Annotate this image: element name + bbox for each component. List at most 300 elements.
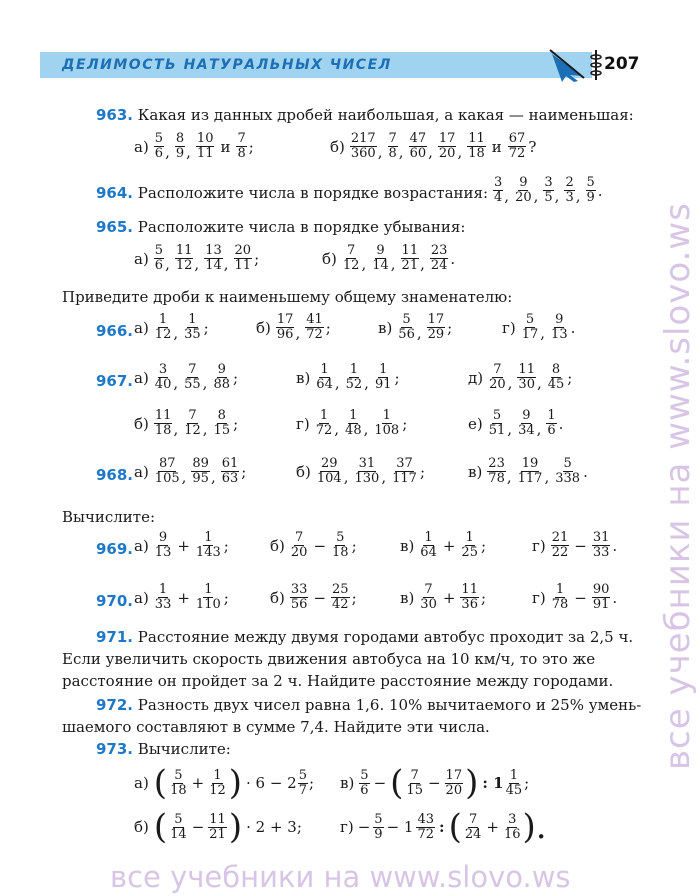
denominator: 12: [154, 327, 172, 342]
comma: ,: [504, 187, 510, 205]
fraction: [551, 531, 570, 560]
problem-973-v: [340, 763, 530, 803]
numerator: 5: [492, 408, 502, 423]
numerator: 5: [174, 811, 183, 827]
item-end: ;: [233, 414, 239, 433]
numerator: 1: [379, 362, 388, 377]
problem-970-g: [532, 583, 617, 612]
denominator: 36: [461, 597, 478, 612]
fraction: [195, 583, 222, 612]
close-paren: ): [228, 763, 242, 803]
numerator: 5: [174, 767, 183, 783]
item-label: а): [134, 368, 149, 387]
comma: ,: [554, 187, 560, 205]
numerator: 9: [522, 408, 531, 423]
problem-970-number: [96, 592, 133, 610]
numerator: 3: [158, 362, 168, 377]
fraction: [169, 769, 188, 798]
fraction: [183, 363, 202, 392]
comma: ,: [363, 420, 369, 438]
numerator: 1: [204, 582, 213, 597]
comma: ,: [364, 374, 369, 392]
denominator: 117: [517, 471, 543, 486]
fraction: [195, 531, 222, 560]
numerator: 67: [508, 131, 526, 146]
comma: ,: [202, 374, 208, 392]
item-end: ;: [351, 536, 357, 555]
denominator: 20: [438, 146, 456, 161]
fraction: [409, 132, 428, 161]
item-end: ;: [325, 318, 331, 337]
denominator: 20: [290, 545, 308, 560]
denominator: 110: [195, 597, 221, 612]
fraction: [315, 409, 334, 438]
denominator: 9: [586, 190, 595, 205]
fraction: [290, 583, 309, 612]
numerator: 1: [188, 312, 197, 327]
fraction: [493, 176, 503, 205]
numerator: 20: [234, 243, 252, 258]
item-end: ;: [203, 318, 209, 337]
denominator: 18: [332, 545, 349, 560]
fraction: [212, 363, 231, 392]
problem-969-v: [400, 531, 486, 560]
item-end: ;: [567, 368, 573, 387]
denominator: 63: [221, 471, 239, 486]
numerator: 43: [417, 811, 435, 827]
denominator: 130: [354, 471, 380, 486]
denominator: 25: [461, 545, 478, 560]
fraction: [373, 813, 383, 842]
fraction: [213, 409, 232, 438]
numerator: 1: [158, 312, 168, 327]
problem-text: Расположите числа в порядке возрастания:: [137, 184, 489, 202]
numerator: 1: [319, 408, 329, 423]
numerator: 23: [430, 243, 448, 258]
denominator: 14: [170, 826, 187, 842]
denominator: 360: [350, 146, 376, 161]
comma: ,: [173, 420, 179, 438]
comma: ,: [210, 468, 216, 486]
comma: ,: [334, 374, 340, 392]
operator: +: [442, 588, 456, 607]
denominator: 108: [374, 423, 400, 438]
running-header: [0, 48, 700, 84]
numerator: 31: [358, 456, 376, 471]
operator: − 1: [386, 818, 414, 836]
fraction: [543, 176, 553, 205]
denominator: 42: [332, 597, 349, 612]
denominator: 64: [420, 545, 437, 560]
denominator: 18: [170, 782, 187, 798]
problem-965-statement: [96, 218, 465, 236]
fraction: [208, 813, 227, 842]
denominator: 12: [342, 258, 360, 273]
denominator: 11: [196, 146, 214, 161]
numerator: 5: [298, 767, 308, 783]
fraction: [183, 313, 202, 342]
fraction: [208, 769, 227, 798]
problem-967-number: [96, 372, 133, 390]
problem-963-a: [134, 132, 254, 161]
item-label: а): [134, 774, 149, 792]
denominator: 21: [401, 258, 419, 273]
item-label: е): [468, 414, 483, 433]
fraction: [464, 813, 483, 842]
fraction: [234, 244, 253, 273]
mixed-fraction-part: [505, 769, 524, 798]
division-sign: :: [439, 818, 445, 836]
numerator: 3: [494, 175, 503, 190]
comma: ,: [343, 468, 349, 486]
fraction: [359, 769, 369, 798]
expression-tail: · 6 − 2: [246, 774, 297, 792]
comma: ,: [194, 255, 200, 273]
numerator: 11: [461, 582, 478, 597]
mixed-fraction-part: [416, 813, 435, 842]
fraction: [175, 132, 185, 161]
denominator: 91: [592, 597, 610, 612]
fraction: [592, 531, 611, 560]
fraction: [427, 313, 446, 342]
fraction: [221, 457, 240, 486]
numerator: 90: [592, 582, 610, 597]
numerator: 1: [204, 530, 213, 545]
denominator: 24: [464, 826, 482, 842]
denominator: 33: [592, 545, 610, 560]
numerator: 1: [349, 362, 359, 377]
numerator: 33: [290, 582, 308, 597]
numerator: 3: [544, 175, 553, 190]
fraction: [517, 363, 536, 392]
item-label: а): [134, 318, 149, 337]
fraction: [488, 409, 507, 438]
comma: ,: [173, 374, 179, 392]
denominator: 20: [515, 190, 532, 205]
numerator: 9: [555, 312, 564, 327]
fraction: [460, 531, 479, 560]
item-end: .: [597, 181, 603, 200]
problem-968-number: [96, 466, 133, 484]
problem-number: 970.: [96, 592, 134, 610]
numerator: 9: [519, 175, 528, 190]
comma: ,: [540, 324, 546, 342]
denominator: 13: [551, 327, 568, 342]
comma: ,: [390, 255, 396, 273]
denominator: 21: [209, 826, 226, 842]
denominator: 45: [547, 377, 565, 392]
numerator: 5: [586, 175, 595, 190]
denominator: 105: [154, 471, 180, 486]
denominator: 16: [503, 826, 521, 842]
problem-969-a: [134, 531, 229, 560]
denominator: 143: [195, 545, 221, 560]
comma: ,: [223, 255, 229, 273]
denominator: 338: [555, 471, 581, 486]
item-end: ;: [524, 774, 530, 792]
denominator: 20: [489, 377, 506, 392]
item-end: ;: [419, 462, 425, 481]
fraction: [419, 531, 438, 560]
numerator: 1: [547, 408, 556, 423]
item-end: .: [583, 462, 588, 481]
fraction: [331, 531, 350, 560]
denominator: 104: [316, 471, 342, 486]
operator: −: [574, 536, 587, 555]
denominator: 6: [154, 146, 164, 161]
comma: ,: [457, 143, 463, 161]
denominator: 117: [392, 471, 417, 486]
denominator: 12: [209, 782, 226, 798]
fraction: [405, 769, 424, 798]
fraction: [276, 313, 295, 342]
fraction: [191, 457, 210, 486]
comma: ,: [416, 324, 422, 342]
item-label: б): [270, 588, 285, 607]
numerator: 11: [468, 131, 485, 146]
item-end: ?: [528, 137, 537, 156]
operator: −: [427, 774, 441, 792]
problem-text: Расстояние между двумя городами автобус проходит за 2,5 ч.: [137, 628, 634, 646]
problem-968-v: [468, 457, 588, 486]
denominator: 6: [547, 423, 556, 438]
numerator: 29: [321, 456, 338, 471]
problem-969-g: [532, 531, 617, 560]
fraction: [315, 363, 334, 392]
problem-966-a: [134, 313, 209, 342]
item-label: б): [134, 414, 149, 433]
numerator: 9: [376, 243, 385, 258]
comma: ,: [533, 187, 539, 205]
fraction: [373, 409, 400, 438]
item-end: ;: [309, 774, 315, 792]
problem-967-v: [296, 363, 400, 392]
comma: ,: [202, 420, 208, 438]
fraction: [345, 363, 364, 392]
operator: +: [177, 536, 190, 555]
close-paren: ): [465, 763, 479, 803]
comma: ,: [575, 187, 581, 205]
fraction: [290, 531, 309, 560]
fraction: [467, 132, 486, 161]
numerator: 5: [154, 243, 164, 258]
problem-number: 967.: [96, 372, 134, 390]
item-label: б): [322, 249, 337, 268]
fraction: [503, 813, 522, 842]
item-label: д): [468, 368, 484, 387]
item-end: .: [612, 536, 618, 555]
problem-965-a: [134, 244, 259, 273]
denominator: 56: [398, 327, 415, 342]
item-end: ;: [480, 588, 487, 607]
numerator: 11: [401, 243, 419, 258]
problem-970-a: [134, 583, 229, 612]
page-number: 207: [604, 54, 640, 74]
denominator: 8: [388, 146, 397, 161]
problem-972-line-1: [96, 696, 641, 714]
fraction: [401, 244, 420, 273]
problem-967-e: [468, 409, 563, 438]
denominator: 72: [315, 423, 333, 438]
fraction: [592, 583, 611, 612]
problem-971-line-1: [96, 628, 633, 646]
denominator: 78: [551, 597, 569, 612]
denominator: 78: [488, 471, 505, 486]
numerator: 17: [438, 131, 456, 146]
fraction: [331, 583, 350, 612]
numerator: 17: [276, 312, 294, 327]
numerator: 8: [551, 362, 561, 377]
fraction: [154, 244, 164, 273]
fraction: [508, 132, 527, 161]
item-end: ;: [402, 414, 408, 433]
item-end: .: [558, 414, 564, 433]
fraction: [350, 132, 377, 161]
comma: ,: [295, 324, 301, 342]
fraction: [183, 409, 202, 438]
operator: −: [313, 588, 327, 607]
operator: +: [177, 588, 190, 607]
comma: ,: [507, 420, 513, 438]
denominator: 91: [374, 377, 392, 392]
fraction: [517, 409, 536, 438]
denominator: 14: [205, 258, 222, 273]
denominator: 18: [468, 146, 485, 161]
fraction: [305, 313, 324, 342]
numerator: 5: [154, 131, 164, 146]
fraction: [391, 457, 418, 486]
fraction: [564, 176, 574, 205]
item-label: г): [296, 414, 310, 433]
numerator: 87: [158, 456, 176, 471]
problem-963-statement: [96, 106, 634, 124]
numerator: 7: [493, 362, 502, 377]
item-label: б): [330, 137, 345, 156]
conjunction: и: [491, 137, 502, 156]
item-end: .: [570, 318, 576, 337]
item-end: ;: [480, 536, 487, 555]
denominator: 6: [154, 258, 164, 273]
numerator: 10: [196, 131, 214, 146]
denominator: 6: [360, 782, 369, 798]
instruction-text: Вычислите:: [62, 508, 156, 526]
item-label: а): [134, 137, 149, 156]
denominator: 72: [306, 327, 323, 342]
item-end: ;: [254, 249, 260, 268]
fraction: [546, 409, 556, 438]
operator: −: [574, 588, 587, 607]
numerator: 1: [465, 530, 474, 545]
problem-number: 964.: [96, 184, 134, 202]
binder-rings-icon: [590, 50, 602, 80]
problem-number: 969.: [96, 540, 134, 558]
numerator: 7: [347, 243, 356, 258]
comma: ,: [181, 468, 187, 486]
denominator: 22: [551, 545, 569, 560]
numerator: 5: [402, 312, 411, 327]
item-label: б): [256, 318, 271, 337]
fraction: [354, 457, 381, 486]
denominator: 30: [518, 377, 535, 392]
denominator: 60: [409, 146, 427, 161]
fraction: [514, 176, 533, 205]
numerator: 5: [360, 767, 369, 783]
problem-970-v: [400, 583, 486, 612]
open-paren: (: [448, 807, 462, 847]
comma: ,: [506, 468, 512, 486]
item-label: в): [378, 318, 393, 337]
comma: ,: [165, 255, 170, 273]
numerator: 8: [217, 408, 226, 423]
item-end: ;: [248, 137, 254, 156]
item-label: б): [296, 462, 311, 481]
comma: ,: [186, 143, 191, 161]
fraction: [154, 132, 164, 161]
mixed-fraction-part: [298, 769, 308, 798]
numerator: 7: [410, 767, 419, 783]
comma: ,: [381, 468, 387, 486]
item-label: г): [532, 536, 546, 555]
chapter-title: ДЕЛИМОСТЬ НАТУРАЛЬНЫХ ЧИСЕЛ: [62, 57, 392, 73]
close-paren: ): [228, 807, 243, 847]
comma: ,: [536, 420, 542, 438]
denominator: 5: [544, 190, 553, 205]
problem-963-b: [330, 132, 536, 161]
denominator: 72: [417, 826, 435, 842]
problem-973-statement: [96, 740, 231, 758]
operator: −: [191, 818, 205, 836]
denominator: 3: [565, 190, 574, 205]
fraction: [154, 409, 173, 438]
denominator: 13: [154, 545, 172, 560]
fraction: [204, 244, 223, 273]
problem-968-a: [134, 457, 246, 486]
problem-number: 971.: [96, 628, 134, 646]
problem-964-fractions: [492, 176, 603, 205]
numerator: 11: [154, 408, 172, 423]
fraction: [554, 457, 581, 486]
problem-973-a: [134, 763, 315, 803]
arrow-icon: [548, 48, 588, 82]
numerator: 1: [320, 362, 329, 377]
fraction: [521, 313, 540, 342]
numerator: 7: [237, 131, 246, 146]
fraction: [374, 363, 393, 392]
denominator: 8: [237, 146, 246, 161]
item-end: .: [612, 588, 618, 607]
fraction: [154, 457, 181, 486]
problem-966-g: [502, 313, 575, 342]
problem-number: 963.: [96, 106, 134, 124]
denominator: 11: [234, 258, 252, 273]
fraction: [419, 583, 438, 612]
fraction: [488, 363, 507, 392]
denominator: 12: [175, 258, 193, 273]
denominator: 9: [175, 146, 185, 161]
problem-967-a: [134, 363, 238, 392]
denominator: 52: [345, 377, 363, 392]
comma: ,: [536, 374, 542, 392]
denominator: 20: [445, 782, 463, 798]
denominator: 96: [276, 327, 294, 342]
item-label: в): [400, 536, 415, 555]
item-label: в): [340, 774, 355, 792]
numerator: 17: [445, 767, 463, 783]
problem-967-b: [134, 409, 238, 438]
numerator: 5: [374, 811, 383, 827]
problem-973-b: [134, 807, 302, 847]
numerator: 2: [565, 175, 574, 190]
